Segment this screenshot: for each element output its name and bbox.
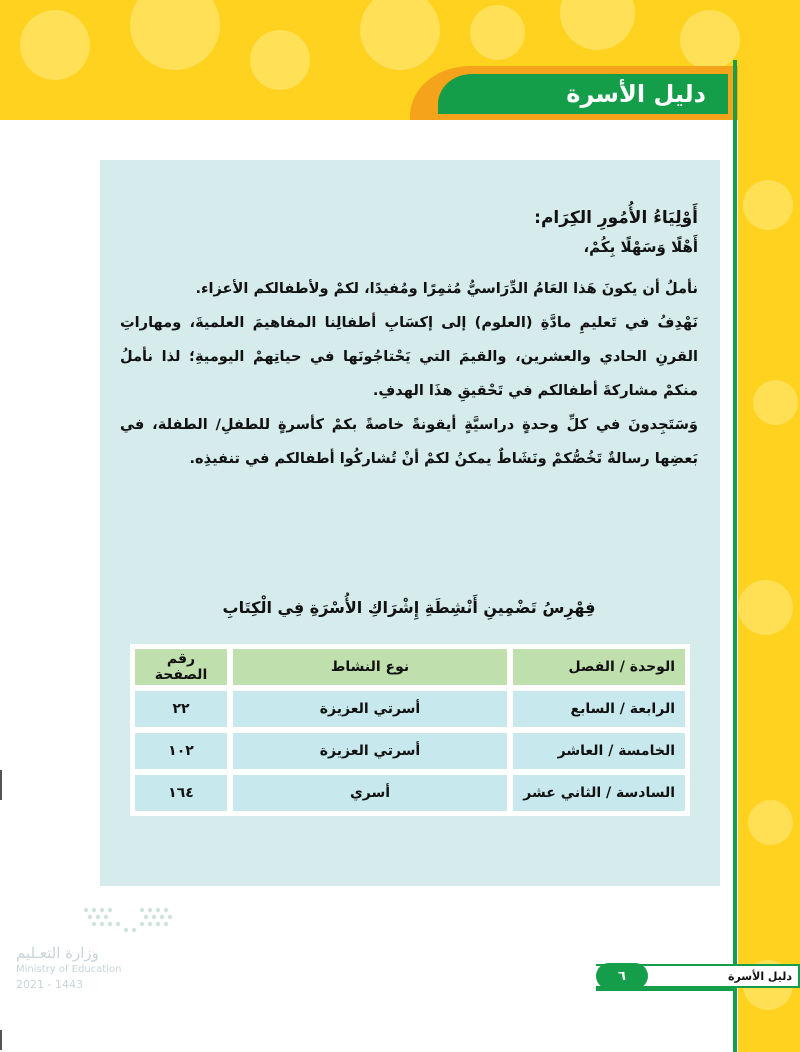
cell-activity-type: أسرتي العزيزة — [230, 688, 510, 730]
letter-paragraph: نأملُ أن يكونَ هَذا العَامُ الدِّرَاسيُّ مُثمِرًا ومُفيدًا، لكمْ ولأطفالكم الأعزاء. — [195, 280, 698, 297]
cell-page-number: ١٦٤ — [132, 772, 230, 814]
family-letter — [120, 208, 698, 476]
cell-unit: الرابعة / السابع — [510, 688, 688, 730]
ministry-year: 2021 - 1443 — [16, 978, 83, 991]
decorative-bubble — [360, 0, 440, 70]
ministry-name-english: Ministry of Education — [16, 964, 122, 975]
activities-index-table — [130, 644, 690, 816]
letter-welcome: أَهْلًا وَسَهْلًا بِكُمْ، — [583, 238, 698, 256]
decorative-bubble — [20, 10, 90, 80]
left-edge-mark — [0, 770, 2, 800]
letter-greeting: أَوْلِيَاءُ الأُمُورِ الكِرَام: — [534, 208, 698, 228]
header-unit: الوحدة / الفصل — [510, 646, 688, 688]
decorative-bubble — [680, 10, 740, 70]
cell-activity-type: أسرتي العزيزة — [230, 730, 510, 772]
decorative-bubble — [560, 0, 635, 50]
table-row — [132, 730, 688, 772]
cell-unit: الخامسة / العاشر — [510, 730, 688, 772]
page-number-badge: ٦ — [596, 963, 648, 989]
header-activity-type: نوع النشاط — [230, 646, 510, 688]
cell-page-number: ٢٢ — [132, 688, 230, 730]
footer-underline — [596, 988, 736, 991]
decorative-bubble — [470, 5, 525, 60]
table-row — [132, 688, 688, 730]
decorative-bubble — [753, 380, 798, 425]
footer-label: دليل الأسرة — [727, 969, 792, 983]
letter-paragraph: وَسَتَجِدونَ في كلِّ وحدةٍ دراسيَّةٍ أيقونةً خاصةً بكمْ كأسرةٍ للطفلِ/ الطفلة، في بَعضِها رسالةٌ تَخُصُّكمْ ونَشَاطٌ يمكنُ لكمْ أنْ تُشاركُوا أطفالكم في تنفيذِه. — [120, 416, 698, 467]
decorative-bubble — [250, 30, 310, 90]
header-page-number: رقم الصفحة — [132, 646, 230, 688]
decorative-bubble — [738, 580, 793, 635]
title-bar — [438, 74, 728, 114]
decorative-bubble — [130, 0, 220, 70]
cell-page-number: ١٠٢ — [132, 730, 230, 772]
table-row — [132, 772, 688, 814]
right-decorative-strip — [738, 60, 800, 1052]
page-title: دليل الأسرة — [566, 80, 706, 108]
ministry-name-arabic: وزارة التعـليم — [16, 944, 99, 962]
top-banner — [0, 0, 800, 120]
letter-paragraph: نَهْدِفُ في تَعليمِ مادَّةِ (العلوم) إلى إكسَابِ أطفالِنا المفاهيمَ العلميةَ، ومهاراتِ القرنِ الحادي والعشرين، والقيمَ التي يَحْتاجُونَها في حياتِهمْ اليوميةِ؛ لذا نأملُ منكمْ مشاركةَ أطفالكم في تَحْقيقِ هذَا الهدفِ. — [120, 314, 698, 399]
cell-unit: السادسة / الثاني عشر — [510, 772, 688, 814]
green-divider-line — [733, 60, 737, 1052]
index-title: فِهْرِسُ تَضْمِينِ أَنْشِطَةِ إِشْرَاكِ الأُسْرَةِ فِي الْكِتَابِ — [222, 598, 596, 617]
ministry-dots-icon — [76, 902, 186, 938]
decorative-bubble — [748, 800, 793, 845]
left-edge-mark — [0, 1030, 2, 1050]
decorative-bubble — [743, 180, 793, 230]
cell-activity-type: أسري — [230, 772, 510, 814]
table-header-row — [132, 646, 688, 688]
